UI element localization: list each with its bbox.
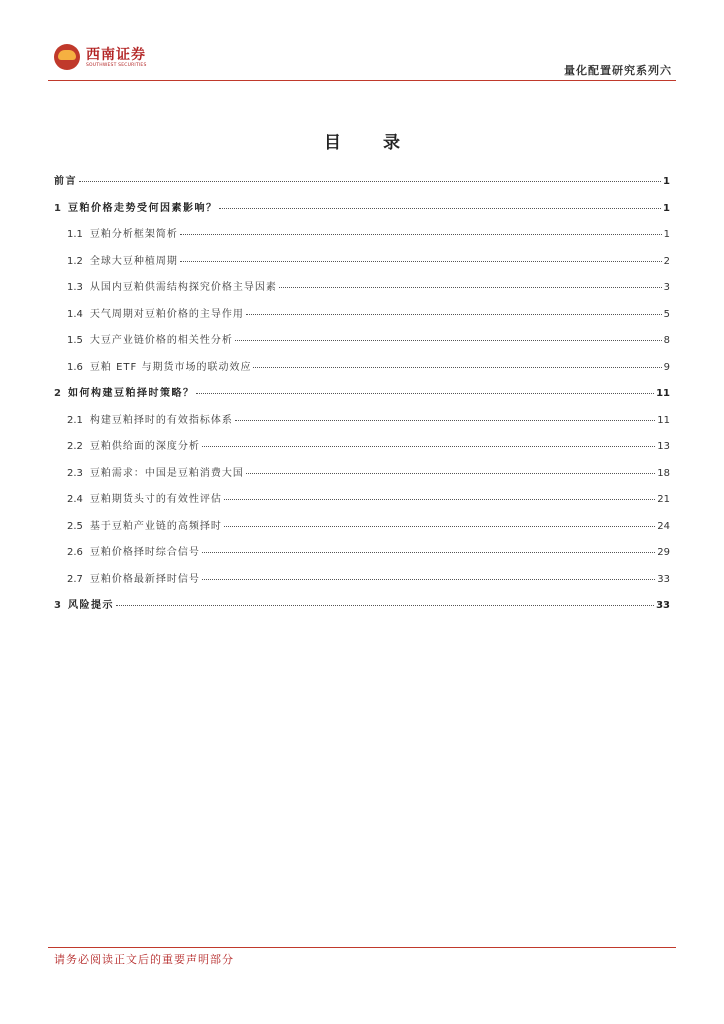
toc-entry-title: 豆粕期货头寸的有效性评估 bbox=[89, 494, 222, 505]
toc-dot-leader bbox=[279, 287, 662, 288]
toc-entry-number: 2.3 bbox=[67, 467, 83, 479]
toc-page-number: 13 bbox=[657, 441, 670, 452]
toc-entry-title: 豆粕价格走势受何因素影响？ bbox=[67, 202, 218, 214]
toc-dot-leader bbox=[219, 208, 661, 209]
toc-page-number: 33 bbox=[656, 600, 670, 611]
toc-dot-leader bbox=[202, 579, 655, 580]
toc-entry-number: 1.5 bbox=[67, 335, 83, 346]
toc-entry-number: 2.2 bbox=[67, 441, 83, 452]
toc-entry-title: 豆粕需求：中国是豆粕消费大国 bbox=[89, 467, 244, 479]
footer-divider bbox=[48, 947, 676, 948]
toc-page-number: 24 bbox=[657, 520, 670, 532]
toc-dot-leader bbox=[253, 367, 661, 368]
toc-entry-title: 豆粕价格最新择时信号 bbox=[89, 573, 200, 585]
toc-page-number: 1 bbox=[663, 176, 670, 187]
toc-dot-leader bbox=[224, 499, 655, 500]
toc-entry[interactable] bbox=[54, 517, 670, 544]
toc-page-number: 11 bbox=[656, 388, 670, 399]
toc-entry-title: 前言 bbox=[54, 176, 77, 187]
toc-entry-number: 1.4 bbox=[67, 308, 83, 320]
toc-page-number: 11 bbox=[657, 414, 670, 426]
toc-entry-number: 1.6 bbox=[67, 361, 83, 373]
toc-entry-title: 从国内豆粕供需结构探究价格主导因素 bbox=[89, 282, 277, 293]
toc-title: 目 录 bbox=[324, 133, 418, 153]
toc-entry[interactable] bbox=[54, 596, 670, 623]
toc-entry[interactable] bbox=[54, 570, 670, 597]
toc-entry[interactable] bbox=[54, 490, 670, 517]
toc-page-number: 8 bbox=[663, 335, 670, 346]
logo-emblem-icon bbox=[54, 44, 80, 70]
toc-entry[interactable] bbox=[54, 411, 670, 438]
toc-entry-title: 全球大豆种植周期 bbox=[89, 255, 178, 267]
toc-entry-number: 2.4 bbox=[67, 494, 83, 505]
toc-entry-title: 如何构建豆粕择时策略？ bbox=[67, 388, 195, 399]
toc-entry[interactable] bbox=[54, 172, 670, 199]
toc-entry-number: 1.1 bbox=[67, 229, 83, 240]
toc-dot-leader bbox=[224, 526, 655, 527]
toc-entry[interactable] bbox=[54, 543, 670, 570]
toc-entry[interactable] bbox=[54, 252, 670, 279]
logo-name: 西南证券 bbox=[86, 47, 146, 63]
toc-entry-number: 2.1 bbox=[67, 414, 83, 426]
toc-entry[interactable] bbox=[54, 225, 670, 252]
toc-dot-leader bbox=[116, 605, 654, 606]
toc-entry-title: 天气周期对豆粕价格的主导作用 bbox=[89, 308, 244, 320]
toc-dot-leader bbox=[79, 181, 661, 182]
toc-entry-number: 3 bbox=[54, 600, 61, 611]
toc-page-number: 21 bbox=[657, 494, 670, 505]
toc-entry-title: 风险提示 bbox=[67, 600, 114, 611]
toc-entry[interactable] bbox=[54, 278, 670, 305]
toc-entry-title: 大豆产业链价格的相关性分析 bbox=[89, 335, 233, 346]
toc-dot-leader bbox=[180, 234, 662, 235]
toc-entry-number: 2.6 bbox=[67, 547, 83, 558]
toc-entry-title: 豆粕价格择时综合信号 bbox=[89, 547, 200, 558]
toc-dot-leader bbox=[235, 340, 662, 341]
toc-entry-title: 豆粕 ETF 与期货市场的联动效应 bbox=[89, 361, 252, 373]
toc-entry[interactable] bbox=[54, 331, 670, 358]
toc-dot-leader bbox=[235, 420, 655, 421]
toc-dot-leader bbox=[246, 314, 662, 315]
toc-entry-number: 2.7 bbox=[67, 573, 83, 585]
toc-page-number: 1 bbox=[663, 229, 670, 240]
series-title: 量化配置研究系列六 bbox=[564, 64, 672, 77]
toc-page-number: 33 bbox=[657, 573, 670, 585]
toc-entry[interactable] bbox=[54, 305, 670, 332]
toc-entry-title: 基于豆粕产业链的高频择时 bbox=[89, 520, 222, 532]
toc-entry[interactable] bbox=[54, 199, 670, 226]
toc-entry[interactable] bbox=[54, 358, 670, 385]
company-logo bbox=[54, 44, 154, 74]
toc-entry[interactable] bbox=[54, 464, 670, 491]
toc-entry-number: 1.3 bbox=[67, 282, 83, 293]
toc-page-number: 3 bbox=[663, 282, 670, 293]
toc-page-number: 18 bbox=[657, 467, 670, 479]
toc-entry-title: 豆粕供给面的深度分析 bbox=[89, 441, 200, 452]
toc-entry-number: 1 bbox=[54, 202, 61, 214]
toc-dot-leader bbox=[180, 261, 662, 262]
toc-page-number: 9 bbox=[663, 361, 670, 373]
toc-entry-number: 2.5 bbox=[67, 520, 83, 532]
toc-page-number: 1 bbox=[663, 202, 670, 214]
toc-page-number: 2 bbox=[663, 255, 670, 267]
toc-entry[interactable] bbox=[54, 384, 670, 411]
header-divider bbox=[48, 80, 676, 81]
logo-subtitle: SOUTHWEST SECURITIES bbox=[86, 63, 147, 68]
toc-entry[interactable] bbox=[54, 437, 670, 464]
toc-entry-number: 2 bbox=[54, 388, 61, 399]
toc-dot-leader bbox=[246, 473, 655, 474]
toc-dot-leader bbox=[196, 393, 654, 394]
toc-entry-title: 豆粕分析框架简析 bbox=[89, 229, 178, 240]
toc-entry-title: 构建豆粕择时的有效指标体系 bbox=[89, 414, 233, 426]
footer-disclaimer: 请务必阅读正文后的重要声明部分 bbox=[54, 953, 234, 966]
toc-entry-number: 1.2 bbox=[67, 255, 83, 267]
table-of-contents bbox=[54, 172, 670, 623]
toc-dot-leader bbox=[202, 446, 655, 447]
toc-dot-leader bbox=[202, 552, 655, 553]
toc-page-number: 5 bbox=[663, 308, 670, 320]
toc-page-number: 29 bbox=[657, 547, 670, 558]
